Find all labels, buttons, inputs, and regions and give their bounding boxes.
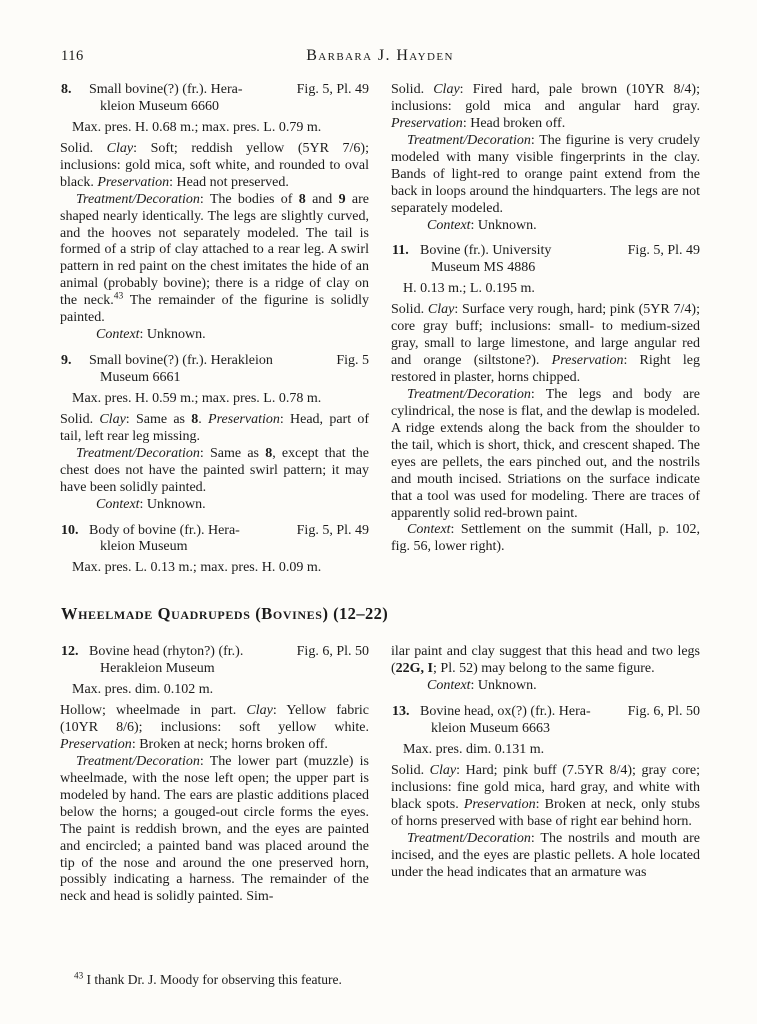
catalog-entry-heading: [392, 704, 700, 738]
catalog-entry-heading: [61, 82, 369, 116]
figure-plate-reference: Fig. 5, Pl. 49: [627, 243, 700, 259]
catalog-section-individual-bovines: [60, 82, 700, 581]
description-paragraph: Hollow; wheelmade in part. Clay: Yellow fabric (10YR 8/6); inclusions: soft yellow white. Preservation: Broken at neck; horns broken off.: [60, 703, 369, 752]
entry-title: [420, 243, 623, 277]
text-segment: Clay: [246, 703, 273, 719]
measurement-line: Max. pres. H. 0.68 m.; max. pres. L. 0.79 m.: [72, 119, 322, 135]
running-title: Barbara J. Hayden: [306, 47, 454, 64]
context-paragraph: Context: Unknown.: [427, 217, 537, 233]
catalog-section-wheelmade-quadrupeds: [60, 644, 700, 906]
measurement-line: Max. pres. dim. 0.102 m.: [72, 682, 214, 698]
entry-title-line: Small bovine(?) (fr.). Herakleion: [89, 353, 273, 369]
entry-title: [420, 704, 623, 738]
context-paragraph: Context: Unknown.: [96, 496, 206, 512]
description-paragraph: Solid. Clay: Fired hard, pale brown (10YR 8/4); inclusions: gold mica and angular hard gray. Preservation: Head broken off.: [391, 82, 700, 131]
description-paragraph: ilar paint and clay suggest that this head and two legs (22G, I; Pl. 52) may belong to the same figure.: [391, 644, 700, 677]
description-paragraph: Solid. Clay: Surface very rough, hard; pink (5YR 7/4); core gray buff; inclusions: small- to medium-sized gray, small to large limestone, and large angular red and orange (siltstone?). Preservation: Right leg restored in plaster, horns chipped.: [391, 302, 700, 385]
section1-left-column: [60, 82, 369, 581]
entry-title: [89, 82, 292, 116]
text-segment: Clay: [427, 302, 455, 318]
entry-title: [89, 523, 292, 557]
entry-title: [89, 644, 292, 678]
text-segment: Treatment/Decoration: [76, 445, 200, 461]
text-segment: Context: [427, 678, 471, 694]
text-segment: Context: [427, 217, 471, 233]
measurement-line: Max. pres. dim. 0.131 m.: [403, 741, 545, 757]
text-segment: 9: [338, 191, 346, 207]
measurement-line: Max. pres. H. 0.59 m.; max. pres. L. 0.78 m.: [72, 390, 322, 406]
figure-plate-reference: Fig. 5, Pl. 49: [296, 522, 369, 538]
text-segment: 12–22: [339, 604, 383, 624]
page-number: 116: [61, 48, 84, 64]
text-segment: Context: [407, 522, 451, 538]
footnote-ref: 43: [113, 291, 124, 302]
text-segment: Treatment/Decoration: [407, 386, 531, 402]
text-segment: Treatment/Decoration: [76, 191, 200, 207]
description-paragraph: Solid. Clay: Soft; reddish yellow (5YR 7/6); inclusions: gold mica, soft white, and rounded to oval black. Preservation: Head not preserved.: [60, 140, 369, 190]
text-segment: Clay: [433, 82, 460, 97]
footnote-ref: 43: [74, 970, 84, 981]
figure-plate-reference: Fig. 6, Pl. 50: [296, 644, 369, 660]
entry-title: [89, 353, 331, 387]
entry-number: 8.: [61, 82, 72, 97]
catalog-entry-heading: [61, 644, 369, 678]
text-segment: Wheelmade Quadrupeds (Bovines): [61, 604, 329, 624]
entry-title-line: Herakleion Museum: [100, 661, 215, 677]
text-segment: Treatment/Decoration: [407, 830, 531, 846]
description-paragraph: Treatment/Decoration: Same as 8, except that the chest does not have the painted swirl pattern; it may have been solidly painted.: [60, 445, 369, 495]
context-paragraph: Context: Unknown.: [96, 327, 206, 343]
text-segment: Preservation: [463, 796, 536, 812]
text-segment: Clay: [99, 411, 126, 427]
section-heading: Wheelmade Quadrupeds (Bovines) (12–22): [61, 604, 389, 624]
measurement-line: Max. pres. L. 0.13 m.; max. pres. H. 0.09 m.: [72, 560, 322, 576]
entry-title-line: Bovine head (rhyton?) (fr.).: [89, 644, 244, 660]
entry-title-line: Body of bovine (fr.). Hera-: [89, 522, 240, 538]
text-segment: Preservation: [60, 736, 132, 752]
entry-title-line: Small bovine(?) (fr.). Hera-: [89, 82, 243, 97]
context-paragraph: Context: Unknown.: [427, 678, 537, 694]
entry-number: 10.: [61, 522, 79, 538]
description-paragraph: Treatment/Decoration: The lower part (muzzle) is wheelmade, with the nose left open; the upper part is modeled by hand. The ears are plastic additions placed below the horns; a gouged-out circle forms the eyes. The paint is reddish brown, and the eyes are painted and encircled; a painted band was placed around the tip of the nose and around the one preserved horn, possibly indicating a harness. The remainder of the neck and head is solidly painted. Sim-: [60, 753, 369, 905]
entry-title-line: kleion Museum 6663: [431, 721, 550, 737]
description-paragraph: Treatment/Decoration: The figurine is very crudely modeled with many visible fingerprints in the clay. Bands of light-red to orange paint extend from the back in loops around the hindquarters. The legs are not separately modeled.: [391, 132, 700, 216]
entry-number: 9.: [61, 353, 72, 369]
entry-title-line: Bovine head, ox(?) (fr.). Hera-: [420, 704, 591, 720]
description-paragraph: Treatment/Decoration: The legs and body are cylindrical, the nose is flat, and the dewlap is modeled. A ridge extends along the back from the shoulder to the tail, which is short, thick, and crescent shaped. The eyes are pellets, the ears pinched out, and the nostrils and mouth incised. Striations on the surface indicate that a tool was used for modeling. There are traces of apparently solid red-brown paint.: [391, 386, 700, 521]
text-segment: Context: [96, 327, 140, 343]
catalog-entry-heading: [392, 243, 700, 277]
section2-left-column: [60, 644, 369, 906]
entry-number: 13.: [392, 704, 410, 720]
entry-title-line: Museum 6661: [100, 370, 181, 385]
entry-title-line: kleion Museum 6660: [100, 98, 219, 114]
page-header: [60, 46, 700, 67]
measurement-line: H. 0.13 m.; L. 0.195 m.: [403, 281, 535, 297]
entry-number: 12.: [61, 644, 79, 660]
text-segment: Preservation: [208, 411, 280, 427]
figure-plate-reference: Fig. 6, Pl. 50: [627, 704, 700, 720]
text-segment: Clay: [429, 762, 457, 778]
text-segment: Treatment/Decoration: [76, 753, 200, 769]
entry-title-line: Bovine (fr.). University: [420, 243, 552, 259]
text-segment: Preservation: [97, 174, 170, 190]
section2-right-column: [391, 644, 700, 881]
entry-number: 11.: [392, 243, 409, 259]
entry-title-line: Museum MS 4886: [431, 260, 536, 276]
entry-title-line: kleion Museum: [100, 539, 188, 555]
section1-right-column: [391, 82, 700, 556]
context-paragraph: Context: Settlement on the summit (Hall, p. 102, fig. 56, lower right).: [391, 522, 700, 555]
description-paragraph: Solid. Clay: Same as 8. Preservation: Head, part of tail, left rear leg missing.: [60, 411, 370, 444]
text-segment: Preservation: [391, 115, 463, 131]
text-segment: Context: [96, 496, 140, 512]
text-segment: 8: [298, 191, 306, 207]
text-segment: 8: [191, 411, 199, 427]
description-paragraph: Treatment/Decoration: The bodies of 8 and 9 are shaped nearly identically. The legs are slightly curved, and the hooves not separately modeled. The tail is formed of a strip of clay attached to a rear leg. A swirl pattern in red paint on the chest imitates the hide of an animal (probably bovine); there is a ridge of clay on the neck.$^{43}$ The remainder of the figurine is solidly painted.: [60, 191, 370, 326]
catalog-entry-heading: [61, 353, 369, 387]
text-segment: 8: [265, 445, 273, 461]
text-segment: Clay: [106, 140, 134, 156]
figure-plate-reference: Fig. 5, Pl. 49: [296, 82, 369, 97]
text-segment: Treatment/Decoration: [407, 132, 531, 148]
footnote: $^{43}$ I thank Dr. J. Moody for observing this feature.: [74, 970, 342, 987]
figure-plate-reference: Fig. 5: [336, 353, 369, 369]
description-paragraph: Solid. Clay: Hard; pink buff (7.5YR 8/4); gray core; inclusions: fine gold mica, hard gray, and white with black spots. Preservation: Broken at neck, only stubs of horns preserved with base of right ear behind horn.: [391, 762, 700, 829]
catalog-entry-heading: [61, 523, 369, 557]
description-paragraph: Treatment/Decoration: The nostrils and mouth are incised, and the eyes are plastic pellets. A hole located under the head indicates that an armature was: [391, 830, 700, 880]
text-segment: Preservation: [551, 353, 624, 369]
text-segment: 22G, I: [395, 661, 434, 677]
